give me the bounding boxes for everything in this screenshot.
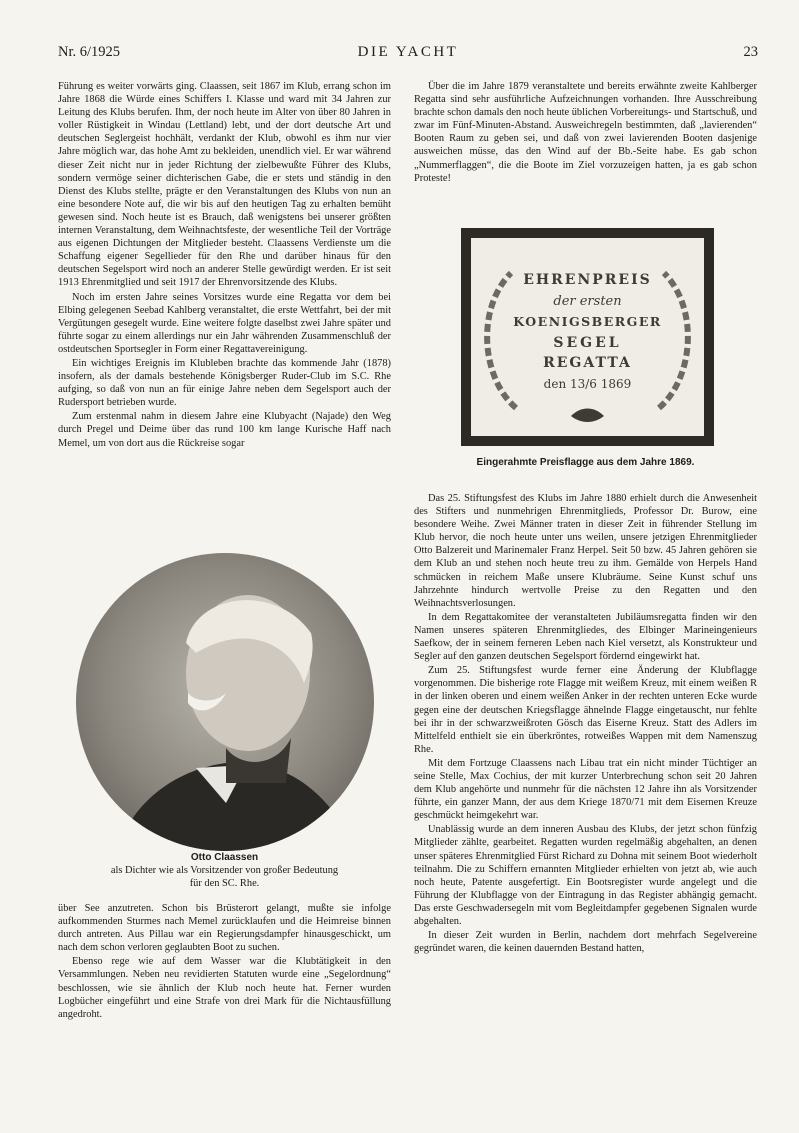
running-header — [58, 44, 758, 62]
paragraph: Unablässig wurde an dem inneren Ausbau des Klubs, der jetzt schon fünfzig Mitglieder zählte, gearbeitet. Regatten wurden regelmäßig abgehalten, an denen unser späteres Ehrenmitglied Fürst Richard zu Dohna mit seinem Boot wiederholt teilnahm. Die zu Schiffern ernannten Mitglieder erhielten von jetzt ab, wie auch noch heute, Patente ausgefertigt. Ein Bootsregister wurde angelegt und die Führung der Klubflagge von der Eintragung in das Register abhängig gemacht. Das erste Geschwadersegeln mit vom Begleitdampfer gegebenen Signalen wurde abgehalten. — [414, 824, 757, 927]
flag-text-line: EHRENPREIS — [523, 272, 652, 288]
journal-title: DIE YACHT — [357, 44, 459, 60]
portrait-caption-name: Otto Claassen — [190, 852, 259, 863]
flag-text-line: den 13/6 1869 — [543, 377, 632, 391]
framed-prize-flag — [461, 228, 714, 446]
paragraph: Noch im ersten Jahre seines Vorsitzes wurde eine Regatta vor dem bei Elbing gelegenen Seebad Kahlberg veranstaltet, die erste Wettfahrt, bei der mit Vergütungen gesegelt wurde. Eine weitere folgte daselbst zwei Jahre später und führte sogar zu einem allerdings nur ein Jahr währenden Zusammenschluß der ostdeutschen Sportsegler in Form einer Regattavereinigung. — [58, 291, 391, 355]
flag-text-line: REGATTA — [543, 355, 632, 371]
paragraph: In dieser Zeit wurden in Berlin, nachdem dort mehrfach Segelvereine gegründet waren, die keinen dauernden Bestand hatten, — [414, 930, 757, 955]
flag-caption: Eingerahmte Preisflagge aus dem Jahre 1869. — [476, 457, 695, 468]
portrait-caption-line: für den SC. Rhe. — [189, 878, 260, 889]
paragraph: Das 25. Stiftungsfest des Klubs im Jahre 1880 erhielt durch die Anwesenheit des Stifters und nunmehrigen Ehrenmitglieds, Professor Dr. Burow, eine besondere Weihe. Zwei Männer traten in dieser Zeit in führender Stellung im Klub hervor, die noch heute unter uns weilen, unsere jetzigen Ehrenmitglieder Otto Balzereit und Marinemaler Franz Herpel. Seit 50 bzw. 45 Jahren gehören sie dem Klub an und stehen noch heute treu zu ihm. Gemälde von Herpels Hand schmücken in reichem Maße unsere Klubräume. Seine Kunst schuf uns Jahrzehnte hindurch wertvolle Preise zu den Regatten und den Weihnachtsverlosungen. — [414, 493, 757, 609]
prize-flag — [471, 238, 704, 436]
portrait-illustration — [76, 553, 374, 851]
portrait-photo — [76, 553, 374, 851]
paragraph: In dem Regattakomitee der veranstalteten Jubiläumsregatta finden wir den Namen unseres späteren Ehrenmitgliedes, des Elbinger Marineingenieurs Saefkow, der in seinem ferneren Leben nach Kiel versetzt, als Konstrukteur und Segler auf den ganzen deutschen Segelsport fördernd eingewirkt hat. — [414, 611, 757, 663]
portrait-caption — [58, 851, 391, 890]
paragraph: Zum erstenmal nahm in diesem Jahre eine Klubyacht (Najade) den Weg durch Pregel und Deime über das rund 100 km lange Kurische Haff nach Memel, um von dort aus die Rückreise sogar — [58, 411, 391, 449]
issue-number: Nr. 6/1925 — [58, 44, 121, 60]
paragraph: Zum 25. Stiftungsfest wurde ferner eine Änderung der Klubflagge vorgenommen. Die bisherige rote Flagge mit weißem Kreuz, mit einem weißen R in der linken oberen und einem weißen Anker in der rechten unteren Ecke wurde gegen eine der deutschen Kriegsflagge ähnelnde Flagge eingetauscht, nur fehlte bei ihr in der schwarzweißroten Gösch das Eiserne Kreuz. Statt des Adlers im Mittelfeld enthielt sie ein überkröntes, rotweißes Wappen mit dem Namenszug Rhe. — [414, 665, 757, 755]
paragraph: Führung es weiter vorwärts ging. Claassen, seit 1867 im Klub, errang schon im Jahre 1868 die Würde eines Schiffers I. Klasse und ward mit 34 Jahren zur Leitung des Klubs berufen. Ihm, der noch heute im Alter von über 80 Jahren in voller Rüstigkeit in Windau (Lettland) lebt, und der dort deutsche Art und deutschen Seglergeist hochhält, verdankt der Klub, obwohl es ihm nur vier Jahre möglich war, das hohe Amt zu bekleiden, unendlich viel. Er war während dieser Zeit nicht nur in jeder Richtung der zielbewußte Führer des Klubs, sondern vermöge seiner dichterischen Gabe, die er stets und ständig in den Dienst des Klubs stellte, prägte er den Veranstaltungen des Klubs von nun an eine besondere Note auf, die wir bis auf den heutigen Tag zu erhalten bemüht gewesen sind. Noch heute ist es Brauch, daß wenigstens bei unserer größten internen Veranstaltung, dem Weihnachtsfeste, der wesentliche Teil der Vorträge aus eigenen Dichtungen der Mitglieder besteht. Claassens Verdienste um die Schaffung eigener Segellieder für den Rhe und darüber hinaus für den deutschen Segelsport wird noch an anderer Stelle gewürdigt werden. Er ist seit 1913 Ehrenmitglied und seit 1917 der Ehrenvorsitzende des Klubs. — [58, 81, 391, 289]
left-column-top — [58, 80, 391, 450]
paragraph: Ein wichtiges Ereignis im Klubleben brachte das kommende Jahr (1878) insofern, als der damals bestehende Königsberger Ruder-Club im S.C. Rhe aufging, so daß von nun an für einige Jahre neben dem Segelsport auch der Rudersport betrieben wurde. — [58, 357, 391, 409]
right-column-bottom — [414, 492, 757, 955]
flag-text-line: der ersten — [553, 294, 622, 309]
paragraph: über See anzutreten. Schon bis Brüsterort gelangt, mußte sie infolge aufkommenden Sturmes nach Memel zurücklaufen und die Heimreise binnen durch antreten. Aus Pillau war ein Regierungsdampfer hinausgeschickt, um nach dem schon verloren geglaubten Boot zu suchen. — [58, 903, 391, 954]
paragraph: Mit dem Fortzuge Claassens nach Libau trat ein nicht minder Tüchtiger an seine Stelle, Max Cochius, der mit kurzer Unterbrechung schon seit 20 Jahren dem Klub angehörte und nunmehr für die nächsten 12 Jahre ihn als Vorsitzender führte, ein ganzer Mann, der aus dem Kriege 1870/71 mit dem Eisernen Kreuze geschmückt heimgekehrt war. — [414, 757, 757, 822]
flag-text-line: SEGEL — [553, 335, 622, 351]
page-number: 23 — [743, 44, 758, 60]
paragraph: Über die im Jahre 1879 veranstaltete und bereits erwähnte zweite Kahlberger Regatta sind sehr ausführliche Aufzeichnungen vorhanden. Ihre Ausschreibung brachte schon damals den noch heute üblichen Vorbereitungs- und Startschuß, und zwar im Fünf-Minuten-Abstand. Ausweichregeln bestimmten, daß „lavierenden“ Booten Raum zu geben sei, und daß von zwei lavierenden Booten dasjenige ausweichen müsse, das den Wind auf der Bb.-Seite habe. Es gab schon „Nummerflaggen“, die die Boote im Ziel vorzuzeigen hatten, ja es gab schon Proteste! — [414, 81, 757, 184]
paragraph: Ebenso rege wie auf dem Wasser war die Klubtätigkeit in den Versammlungen. Neben neu revidierten Statuten wurde eine „Segelordnung“ beschlossen, wie sie ähnlich der Klub noch heute hat. Ferner wurden Logbücher eingeführt und eine Strafe von drei Mark für die Nichtausfüllung angedroht. — [58, 956, 391, 1020]
right-column-top — [414, 80, 757, 185]
left-column-bottom — [58, 902, 391, 1021]
portrait-caption-line: als Dichter wie als Vorsitzender von großer Bedeutung — [110, 865, 339, 876]
flag-text-line: KOENIGSBERGER — [513, 314, 662, 329]
